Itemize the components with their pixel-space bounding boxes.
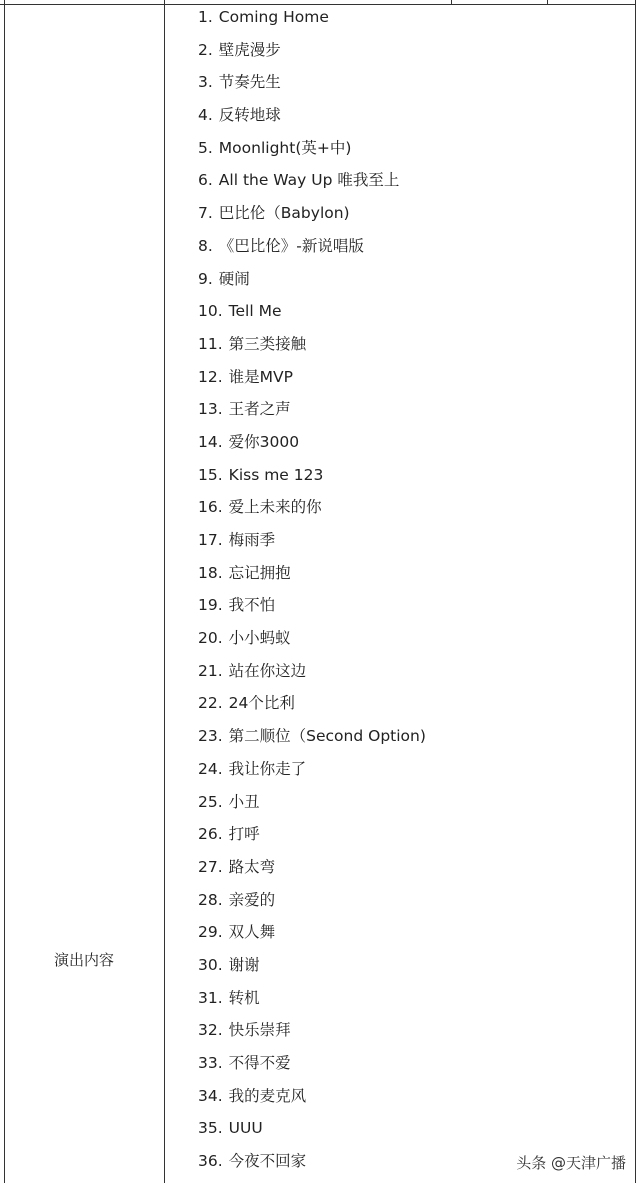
song-title: 爱你3000 — [228, 432, 300, 451]
song-number: 21. — [198, 661, 223, 680]
song-title: 爱上未来的你 — [228, 498, 322, 517]
list-item — [198, 265, 426, 298]
song-number: 25. — [198, 792, 223, 811]
list-item — [198, 1147, 426, 1180]
list-item — [198, 101, 426, 134]
song-number: 31. — [198, 988, 223, 1007]
song-number: 15. — [198, 465, 223, 484]
list-item — [198, 1082, 426, 1115]
song-number: 20. — [198, 629, 223, 648]
list-item — [198, 984, 426, 1017]
list-item — [198, 755, 426, 788]
song-title: 壁虎漫步 — [218, 40, 281, 59]
song-number: 27. — [198, 857, 223, 876]
list-item — [198, 788, 426, 821]
song-number: 2. — [198, 40, 213, 59]
song-number: 14. — [198, 432, 223, 451]
song-title: 今夜不回家 — [228, 1152, 307, 1171]
list-item — [198, 428, 426, 461]
song-number: 23. — [198, 727, 223, 746]
song-number: 35. — [198, 1119, 223, 1138]
song-list — [198, 3, 426, 1180]
song-number: 1. — [198, 8, 213, 26]
list-item — [198, 1049, 426, 1082]
song-title: 梅雨季 — [228, 531, 276, 549]
list-item — [198, 36, 426, 69]
song-title: 站在你这边 — [228, 661, 307, 680]
song-title: 谢谢 — [228, 955, 260, 974]
header-divider-2 — [547, 0, 548, 5]
song-title: UUU — [228, 1119, 263, 1138]
list-item — [198, 3, 426, 36]
song-number: 5. — [198, 138, 213, 157]
list-item — [198, 461, 426, 494]
song-title: 第二顺位（Second Option) — [228, 727, 426, 746]
list-item — [198, 134, 426, 167]
song-title: 《巴比伦》-新说唱版 — [218, 236, 364, 255]
song-number: 7. — [198, 204, 213, 223]
song-number: 32. — [198, 1021, 223, 1040]
song-title: All the Way Up 唯我至上 — [218, 171, 400, 190]
list-item — [198, 526, 426, 559]
song-title: 谁是MVP — [228, 367, 293, 386]
song-title: 小丑 — [228, 792, 260, 811]
list-item — [198, 395, 426, 428]
row-label: 演出内容 — [53, 951, 114, 969]
list-item — [198, 657, 426, 690]
song-number: 29. — [198, 923, 223, 942]
song-title: 王者之声 — [228, 400, 291, 419]
song-title: 双人舞 — [228, 923, 276, 942]
song-title: 第三类接触 — [228, 334, 307, 353]
song-number: 17. — [198, 531, 223, 549]
song-number: 28. — [198, 890, 223, 909]
header-divider-1 — [451, 0, 452, 5]
song-title: Coming Home — [218, 8, 329, 26]
song-number: 8. — [198, 236, 213, 255]
song-title: 节奏先生 — [218, 73, 281, 92]
song-title: 我的麦克风 — [228, 1086, 307, 1105]
song-number: 9. — [198, 269, 213, 288]
song-title: Moonlight(英+中) — [218, 138, 352, 157]
song-title: Kiss me 123 — [228, 465, 324, 484]
song-number: 11. — [198, 334, 223, 353]
song-number: 18. — [198, 563, 223, 582]
list-item — [198, 853, 426, 886]
watermark: 头条 @天津广播 — [516, 1154, 626, 1172]
song-title: Tell Me — [228, 302, 282, 321]
song-title: 反转地球 — [218, 106, 281, 125]
song-title: 我让你走了 — [228, 759, 307, 778]
song-title: 忘记拥抱 — [228, 563, 291, 582]
song-number: 12. — [198, 367, 223, 386]
song-number: 36. — [198, 1152, 223, 1171]
song-number: 33. — [198, 1054, 223, 1072]
song-number: 4. — [198, 106, 213, 125]
list-item — [198, 559, 426, 592]
song-title: 路太弯 — [228, 857, 276, 876]
song-title: 快乐崇拜 — [228, 1021, 291, 1040]
song-number: 22. — [198, 694, 223, 713]
song-title: 不得不爱 — [228, 1054, 291, 1072]
song-number: 19. — [198, 596, 223, 615]
list-item — [198, 1114, 426, 1147]
list-item — [198, 1016, 426, 1049]
column-divider — [164, 0, 165, 1183]
song-title: 硬闹 — [218, 269, 250, 288]
list-item — [198, 493, 426, 526]
song-title: 转机 — [228, 988, 260, 1007]
label-cell — [4, 6, 164, 1183]
table-right-border — [635, 0, 636, 1183]
song-title: 小小蚂蚁 — [228, 629, 291, 648]
list-item — [198, 918, 426, 951]
list-item — [198, 886, 426, 919]
list-item — [198, 689, 426, 722]
song-number: 34. — [198, 1086, 223, 1105]
list-item — [198, 199, 426, 232]
song-title: 打呼 — [228, 825, 260, 844]
song-number: 26. — [198, 825, 223, 844]
list-item — [198, 297, 426, 330]
song-number: 3. — [198, 73, 213, 92]
song-number: 13. — [198, 400, 223, 419]
list-item — [198, 820, 426, 853]
song-number: 6. — [198, 171, 213, 190]
song-title: 我不怕 — [228, 596, 276, 615]
list-item — [198, 232, 426, 265]
song-number: 10. — [198, 302, 223, 321]
list-item — [198, 722, 426, 755]
song-title: 巴比伦（Babylon) — [218, 204, 350, 223]
song-number: 16. — [198, 498, 223, 517]
list-item — [198, 591, 426, 624]
list-item — [198, 624, 426, 657]
song-title: 24个比利 — [228, 694, 295, 713]
list-item — [198, 68, 426, 101]
song-title: 亲爱的 — [228, 890, 276, 909]
list-item — [198, 363, 426, 396]
song-number: 24. — [198, 759, 223, 778]
song-number: 30. — [198, 955, 223, 974]
list-item — [198, 330, 426, 363]
list-item — [198, 951, 426, 984]
list-item — [198, 166, 426, 199]
